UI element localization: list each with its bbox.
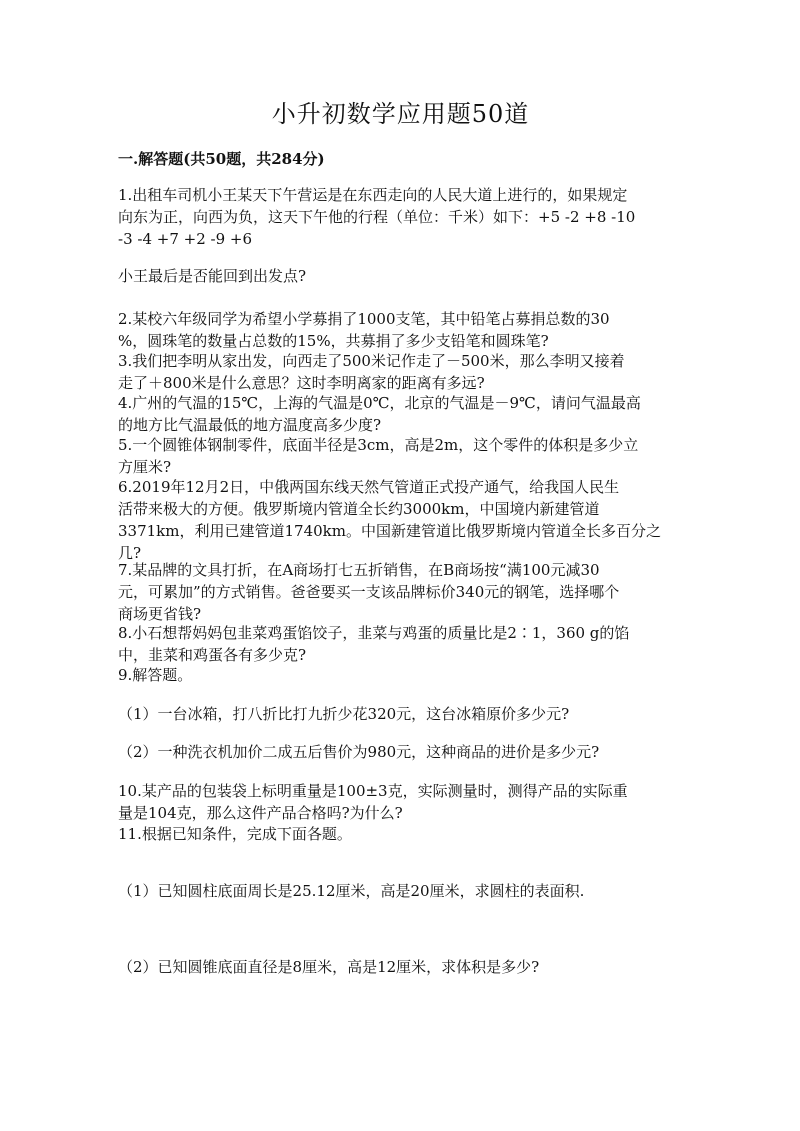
question-8 bbox=[118, 622, 683, 666]
question-line: 3371km，利用已建管道1740km。中国新建管道比俄罗斯境内管道全长多百分之 bbox=[118, 522, 661, 540]
question-line: 4.广州的气温的15℃，上海的气温是0℃，北京的气温是－9℃，请问气温最高 bbox=[118, 394, 641, 412]
question-7 bbox=[118, 559, 683, 625]
question-line: 10.某产品的包装袋上标明重量是100±3克，实际测量时，测得产品的实际重 bbox=[118, 782, 628, 800]
question-5 bbox=[118, 434, 683, 478]
question-line: 3.我们把李明从家出发，向西走了500米记作走了－500米，那么李明又接着 bbox=[118, 352, 625, 370]
question-line: 量是104克，那么这件产品合格吗?为什么? bbox=[118, 804, 403, 822]
question-10 bbox=[118, 780, 683, 824]
question-line: 元，可累加”的方式销售。爸爸要买一支该品牌标价340元的钢笔，选择哪个 bbox=[118, 583, 620, 601]
page-title: 小升初数学应用题50道 bbox=[271, 100, 530, 128]
question-line: 8.小石想帮妈妈包韭菜鸡蛋馅饺子，韭菜与鸡蛋的质量比是2∶1，360 g的馅 bbox=[118, 624, 630, 642]
question-1-followup: 小王最后是否能回到出发点? bbox=[118, 267, 307, 285]
question-line: 商场更省钱? bbox=[118, 605, 202, 623]
question-line: 方厘米? bbox=[118, 458, 172, 476]
question-11-header: 11.根据已知条件，完成下面各题。 bbox=[118, 825, 352, 843]
question-line: 1.出租车司机小王某天下午营运是在东西走向的人民大道上进行的，如果规定 bbox=[118, 186, 628, 204]
question-2 bbox=[118, 308, 683, 352]
question-line: 中，韭菜和鸡蛋各有多少克? bbox=[118, 646, 307, 664]
section-header: 一.解答题(共50题，共284分) bbox=[118, 150, 325, 168]
question-line: 2.某校六年级同学为希望小学募捐了1000支笔，其中铅笔占募捐总数的30 bbox=[118, 310, 610, 328]
question-line: 活带来极大的方便。俄罗斯境内管道全长约3000km，中国境内新建管道 bbox=[118, 500, 600, 518]
question-line: 向东为正，向西为负，这天下午他的行程（单位：千米）如下：+5 -2 +8 -10 bbox=[118, 208, 636, 226]
question-4 bbox=[118, 392, 683, 436]
question-line: 的地方比气温最低的地方温度高多少度? bbox=[118, 416, 382, 434]
question-line: 6.2019年12月2日，中俄两国东线天然气管道正式投产通气，给我国人民生 bbox=[118, 478, 620, 496]
question-9-sub-2: （2）一种洗衣机加价二成五后售价为980元，这种商品的进价是多少元? bbox=[118, 743, 600, 761]
question-6 bbox=[118, 476, 683, 564]
question-9-sub-1: （1）一台冰箱，打八折比打九折少花320元，这台冰箱原价多少元? bbox=[118, 705, 570, 723]
question-11-sub-1: （1）已知圆柱底面周长是25.12厘米，高是20厘米，求圆柱的表面积. bbox=[118, 882, 585, 900]
question-line: 几? bbox=[118, 544, 142, 562]
question-1 bbox=[118, 184, 683, 250]
question-9-header: 9.解答题。 bbox=[118, 666, 193, 684]
question-line: 走了＋800米是什么意思？这时李明离家的距离有多远? bbox=[118, 374, 485, 392]
question-line: -3 -4 +7 +2 -9 +6 bbox=[118, 230, 253, 248]
question-line: 7.某品牌的文具打折，在A商场打七五折销售，在B商场按“满100元减30 bbox=[118, 561, 600, 579]
question-3 bbox=[118, 350, 683, 394]
question-line: 5.一个圆锥体钢制零件，底面半径是3cm，高是2m，这个零件的体积是多少立 bbox=[118, 436, 639, 454]
question-11-sub-2: （2）已知圆锥底面直径是8厘米，高是12厘米，求体积是多少? bbox=[118, 958, 540, 976]
question-line: %，圆珠笔的数量占总数的15%，共募捐了多少支铅笔和圆珠笔? bbox=[118, 332, 549, 350]
